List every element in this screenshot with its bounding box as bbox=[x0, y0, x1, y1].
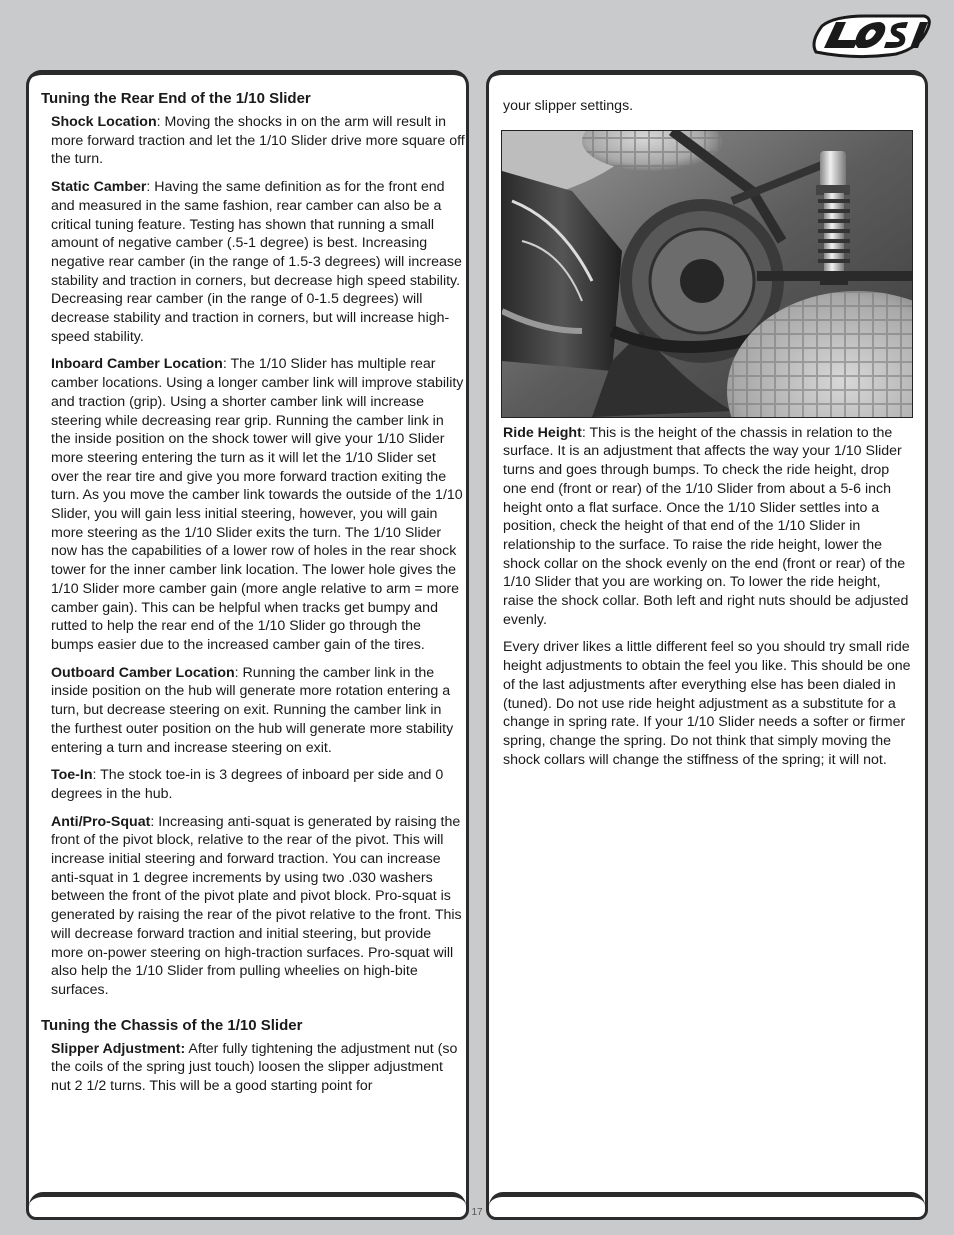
right-column-content bbox=[501, 97, 913, 778]
paragraph-shock-location: Shock Location: Moving the shocks in on the arm will result in more forward traction and let the 1/10 Slider drive more square off the turn. bbox=[51, 114, 465, 168]
section-heading-chassis: Tuning the Chassis of the 1/10 Slider bbox=[41, 1016, 303, 1034]
panel-bottom-rule bbox=[489, 1192, 925, 1211]
paragraph-slipper-adjustment: Slipper Adjustment: After fully tightening the adjustment nut (so the coils of the spring just touch) loosen the slipper adjustment nut 2 1/2 turns. This will be a good starting point for bbox=[51, 1040, 458, 1095]
paragraph-outboard-camber: Outboard Camber Location: Running the camber link in the inside position on the hub will generate more rotation entering a turn, but decrease steering on exit. Running the camber link in the furthest outer position on the hub will generate more stability entering a turn and increase steering on exit. bbox=[51, 664, 454, 756]
paragraph-static-camber: Static Camber: Having the same definition as for the front end and measured in the same fashion, rear camber can also be a critical tuning feature. Testing has shown that running a small amount of negative camber (.5-1 degree) is best. Increasing negative rear camber (in the range of 1.5-3 degrees) will increase stability and traction in corners, but decrease high speed stability. Decreasing rear camber (in the range of 0-1.5 degrees) will decrease stability and traction in corners, but will increase high-speed stability. bbox=[51, 179, 462, 345]
rear-end-photo bbox=[501, 130, 913, 418]
ride-height-paragraphs bbox=[501, 424, 913, 770]
losi-logo bbox=[806, 12, 934, 60]
section-heading-rear-end: Tuning the Rear End of the 1/10 Slider bbox=[41, 90, 311, 107]
panel-bottom-rule bbox=[29, 1192, 466, 1211]
rear-end-photo-drawing bbox=[502, 131, 912, 417]
paragraph-driver-feel: Every driver likes a little different feel so you should try small ride height adjustments to obtain the feel you like. This should be one of the last adjustments after everything else has been dialed in (tuned). Do not use ride height adjustment as a substitute for a change in spring rate. If your 1/10 Slider needs a softer or firmer spring, change the spring. Do not think that simply moving the shock collars will change the stiffness of the spring; it will not. bbox=[503, 639, 911, 768]
right-column-panel bbox=[486, 70, 928, 1220]
left-column-panel bbox=[26, 70, 469, 1220]
paragraph-inboard-camber: Inboard Camber Location: The 1/10 Slider has multiple rear camber locations. Using a longer camber link will improve stability and traction (grip). Using a shorter camber link will increase steering while decreasing rear grip. Running the camber link in the inside position on the shock tower will give your 1/10 Slider more steering entering the turn as it will let the 1/10 Slider set over the rear tire and give you more forward traction exiting the turn. As you move the camber link towards the outside of the 1/10 Slider, you will gain less initial steering, however, you will gain more steering as the 1/10 Slider exits the turn. The 1/10 Slider now has the capabilities of a lower row of holes in the rear shock tower for the inner camber link location. The lower hole gives the 1/10 Slider more camber gain (more angle relative to arm = more camber gain). This can be helpful when tracks get bumpy and rutted to help the rear end of the 1/10 Slider go through the bumps easier due to the increased camber gain of the tires. bbox=[51, 356, 464, 653]
paragraph-ride-height: Ride Height: This is the height of the chassis in relation to the surface. It is an adjustment that affects the way your 1/10 Slider turns and goes through bumps. To check the ride height, drop one end (front or rear) of the 1/10 Slider from about a 5-6 inch height onto a flat surface. Once the 1/10 Slider settles into a position, check the height of that end of the 1/10 Slider in relationship to the surface. To raise the ride height, lower the shock collar on the shock evenly on the end (front or rear) of the 1/10 Slider that you are working on. To lower the ride height, raise the shock collar. Both left and right nuts should be adjusted evenly. bbox=[503, 424, 909, 628]
rear-end-paragraphs bbox=[41, 113, 465, 1000]
page-number: 17 bbox=[471, 1207, 483, 1218]
left-column-content bbox=[41, 89, 465, 1105]
paragraph-toe-in: Toe-In: The stock toe-in is 3 degrees of inboard per side and 0 degrees in the hub. bbox=[51, 767, 444, 802]
paragraph-continuation: your slipper settings. bbox=[503, 98, 634, 114]
paragraph-anti-pro-squat: Anti/Pro-Squat: Increasing anti-squat is generated by raising the front of the pivot block, relative to the rear of the pivot. This will increase initial steering and forward traction. You can increase anti-squat in 1 degree increments by using two .030 washers between the front of the pivot plate and pivot block. Pro-squat is generated by raising the rear of the pivot relative to the front. This will decrease forward traction and initial steering, but provide more on-power steering on high-traction surfaces. Pro-squat will also help the 1/10 Slider from pulling wheelies on high-bite surfaces. bbox=[51, 813, 462, 998]
